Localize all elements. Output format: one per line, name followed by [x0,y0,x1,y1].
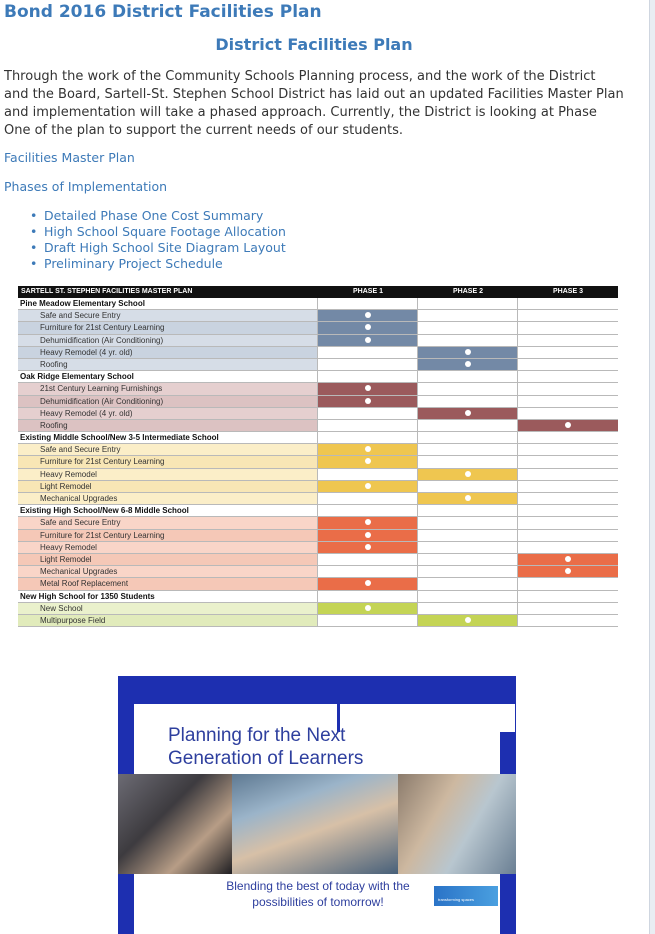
plan-project-row [18,603,618,615]
phase-3-cell [518,456,618,467]
phases-of-implementation-link[interactable]: Phases of Implementation [4,179,168,194]
brochure-title-line-2: Generation of Learners [168,748,364,769]
phase-1-cell [318,444,418,455]
phase-2-cell [418,469,518,480]
plan-project-row [18,310,618,322]
phase-1-cell [318,615,418,626]
phase-3-cell [518,603,618,614]
phase-1-cell [318,566,418,577]
brochure-tagline [168,878,468,910]
plan-project-row [18,456,618,468]
plan-project-row [18,542,618,554]
phase-marker-dot [465,410,471,416]
student-photo-2 [232,774,398,874]
phase-1-cell [318,408,418,419]
intro-paragraph: Through the work of the Community Schools Planning process, and the work of the District and the Board, Sartell-St. Stephen School District has laid out an updated Facilities Master Plan and implementation will take a phased approach. Currently, the District is looking at Phase One of the plan to support the current needs of our students. [4,69,624,138]
phase-marker-dot [565,568,571,574]
phase-cell [318,505,418,516]
square-footage-allocation-link[interactable] [30,224,286,240]
plan-school-row [18,432,618,444]
phase-2-cell [418,615,518,626]
plan-project-row [18,481,618,493]
phase-marker-dot [365,398,371,404]
project-label: Safe and Secure Entry [18,444,318,455]
plan-project-row [18,530,618,542]
phase-1-cell [318,530,418,541]
phase-2-cell [418,566,518,577]
phase-3-cell [518,566,618,577]
planning-brochure-image [118,676,516,934]
phase-1-cell [318,517,418,528]
phase-marker-dot [465,361,471,367]
phase-1-header: PHASE 1 [353,288,383,295]
project-label: 21st Century Learning Furnishings [18,383,318,394]
project-label: Furniture for 21st Century Learning [18,322,318,333]
tagline-line-2: possibilities of tomorrow! [252,895,384,909]
school-name: Oak Ridge Elementary School [18,371,318,382]
phase-cell [518,591,618,602]
phase-cell [318,591,418,602]
phase-2-cell [418,420,518,431]
phase-1-cell [318,322,418,333]
project-label: Safe and Secure Entry [18,517,318,528]
phase-1-cell [318,359,418,370]
phase-2-cell [418,542,518,553]
student-photo-strip [118,774,516,874]
project-label: Roofing [18,420,318,431]
phase-1-cell [318,481,418,492]
link-text[interactable]: High School Square Footage Allocation [44,224,286,239]
transforming-spaces-logo [434,886,498,906]
phase-3-header: PHASE 3 [553,288,583,295]
project-label: Mechanical Upgrades [18,566,318,577]
phase-marker-dot [365,324,371,330]
plan-school-row [18,505,618,517]
project-label: Furniture for 21st Century Learning [18,456,318,467]
plan-project-row [18,383,618,395]
plan-table-title: SARTELL ST. STEPHEN FACILITIES MASTER PLAN [21,288,193,295]
bullet-icon: • [30,256,38,271]
student-photo-3 [398,774,516,874]
brochure-title [168,724,363,770]
phase-2-cell [418,383,518,394]
phase-marker-dot [365,605,371,611]
plan-project-row [18,444,618,456]
project-label: Mechanical Upgrades [18,493,318,504]
phase-cell [418,591,518,602]
project-label: Light Remodel [18,554,318,565]
phase-3-cell [518,517,618,528]
phase-1-cell [318,542,418,553]
phase-2-cell [418,408,518,419]
phase-cell [418,298,518,309]
project-label: Heavy Remodel (4 yr. old) [18,347,318,358]
phase-1-cell [318,420,418,431]
phase-marker-dot [565,556,571,562]
phase-marker-dot [465,617,471,623]
phase-2-cell [418,322,518,333]
phase-1-cell [318,335,418,346]
phase-3-cell [518,493,618,504]
phase-1-cell [318,347,418,358]
bullet-icon: • [30,208,38,223]
plan-school-row [18,591,618,603]
bullet-icon: • [30,240,38,255]
phase-marker-dot [365,519,371,525]
phase-3-cell [518,542,618,553]
phase-marker-dot [465,471,471,477]
document-link-list [30,208,286,272]
phase-1-cell [318,396,418,407]
phase-cell [518,505,618,516]
student-photo-1 [118,774,232,874]
phase-marker-dot [465,495,471,501]
phase-cell [418,371,518,382]
school-name: Existing High School/New 6-8 Middle School [18,505,318,516]
project-label: Furniture for 21st Century Learning [18,530,318,541]
plan-project-row [18,615,618,627]
plan-project-row [18,359,618,371]
phase-3-cell [518,615,618,626]
phase-1-cell [318,554,418,565]
project-label: Dehumidification (Air Conditioning) [18,396,318,407]
plan-school-row [18,298,618,310]
phase-2-cell [418,347,518,358]
link-text[interactable]: Preliminary Project Schedule [44,256,223,271]
phase-2-cell [418,481,518,492]
phase-marker-dot [365,580,371,586]
phase-2-cell [418,456,518,467]
phase-cell [418,505,518,516]
phase-1-cell [318,493,418,504]
phase-2-cell [418,517,518,528]
phase-3-cell [518,359,618,370]
phase-one-cost-summary-link[interactable] [30,208,286,224]
plan-project-row [18,408,618,420]
phase-cell [318,432,418,443]
project-label: New School [18,603,318,614]
phase-marker-dot [365,483,371,489]
phase-1-cell [318,456,418,467]
phase-3-cell [518,383,618,394]
phase-3-cell [518,420,618,431]
school-name: Existing Middle School/New 3-5 Intermediate School [18,432,318,443]
phase-cell [418,432,518,443]
phase-marker-dot [365,458,371,464]
project-label: Metal Roof Replacement [18,578,318,589]
school-name: Pine Meadow Elementary School [18,298,318,309]
phase-3-cell [518,310,618,321]
plan-project-row [18,322,618,334]
phase-3-cell [518,481,618,492]
phase-3-cell [518,347,618,358]
plan-project-row [18,420,618,432]
phase-marker-dot [365,312,371,318]
project-label: Heavy Remodel [18,469,318,480]
phase-3-cell [518,396,618,407]
phase-marker-dot [565,422,571,428]
plan-table-body [18,298,618,627]
brochure-title-line-1: Planning for the Next [168,725,346,746]
plan-project-row [18,517,618,529]
phase-2-cell [418,578,518,589]
phase-2-cell [418,396,518,407]
project-label: Multipurpose Field [18,615,318,626]
site-diagram-layout-link[interactable] [30,240,286,256]
phase-2-cell [418,359,518,370]
phase-marker-dot [365,385,371,391]
project-label: Safe and Secure Entry [18,310,318,321]
school-name: New High School for 1350 Students [18,591,318,602]
project-label: Dehumidification (Air Conditioning) [18,335,318,346]
plan-project-row [18,566,618,578]
phase-cell [318,298,418,309]
phase-2-cell [418,530,518,541]
phase-3-cell [518,469,618,480]
brochure-tab [337,704,515,732]
tagline-line-1: Blending the best of today with the [226,879,410,893]
phase-3-cell [518,578,618,589]
phase-2-cell [418,493,518,504]
phase-3-cell [518,408,618,419]
page-title: Bond 2016 District Facilities Plan [4,2,322,22]
facilities-master-plan-table [18,286,618,627]
phase-cell [518,371,618,382]
phase-1-cell [318,310,418,321]
phase-2-cell [418,554,518,565]
bullet-icon: • [30,224,38,239]
phase-marker-dot [365,446,371,452]
phase-1-cell [318,383,418,394]
plan-project-row [18,554,618,566]
project-label: Roofing [18,359,318,370]
phase-cell [318,371,418,382]
phase-2-cell [418,603,518,614]
phase-3-cell [518,530,618,541]
plan-project-row [18,469,618,481]
plan-project-row [18,396,618,408]
phase-3-cell [518,322,618,333]
link-text[interactable]: Draft High School Site Diagram Layout [44,240,286,255]
page-right-border [649,0,655,934]
phase-1-cell [318,603,418,614]
phase-marker-dot [365,532,371,538]
phase-2-cell [418,444,518,455]
project-schedule-link[interactable] [30,256,286,272]
plan-school-row [18,371,618,383]
plan-project-row [18,493,618,505]
plan-table-header [18,286,618,298]
section-heading: District Facilities Plan [215,35,413,54]
phase-marker-dot [465,349,471,355]
logo-text: transforming spaces [438,897,475,902]
phase-2-cell [418,310,518,321]
project-label: Light Remodel [18,481,318,492]
link-text[interactable]: Detailed Phase One Cost Summary [44,208,264,223]
phase-marker-dot [365,337,371,343]
project-label: Heavy Remodel (4 yr. old) [18,408,318,419]
phase-3-cell [518,444,618,455]
plan-project-row [18,347,618,359]
phase-2-cell [418,335,518,346]
phase-2-header: PHASE 2 [453,288,483,295]
plan-project-row [18,335,618,347]
project-label: Heavy Remodel [18,542,318,553]
plan-project-row [18,578,618,590]
phase-cell [518,298,618,309]
phase-3-cell [518,335,618,346]
phase-3-cell [518,554,618,565]
phase-cell [518,432,618,443]
phase-marker-dot [365,544,371,550]
facilities-master-plan-link[interactable]: Facilities Master Plan [4,150,135,165]
phase-1-cell [318,469,418,480]
phase-1-cell [318,578,418,589]
